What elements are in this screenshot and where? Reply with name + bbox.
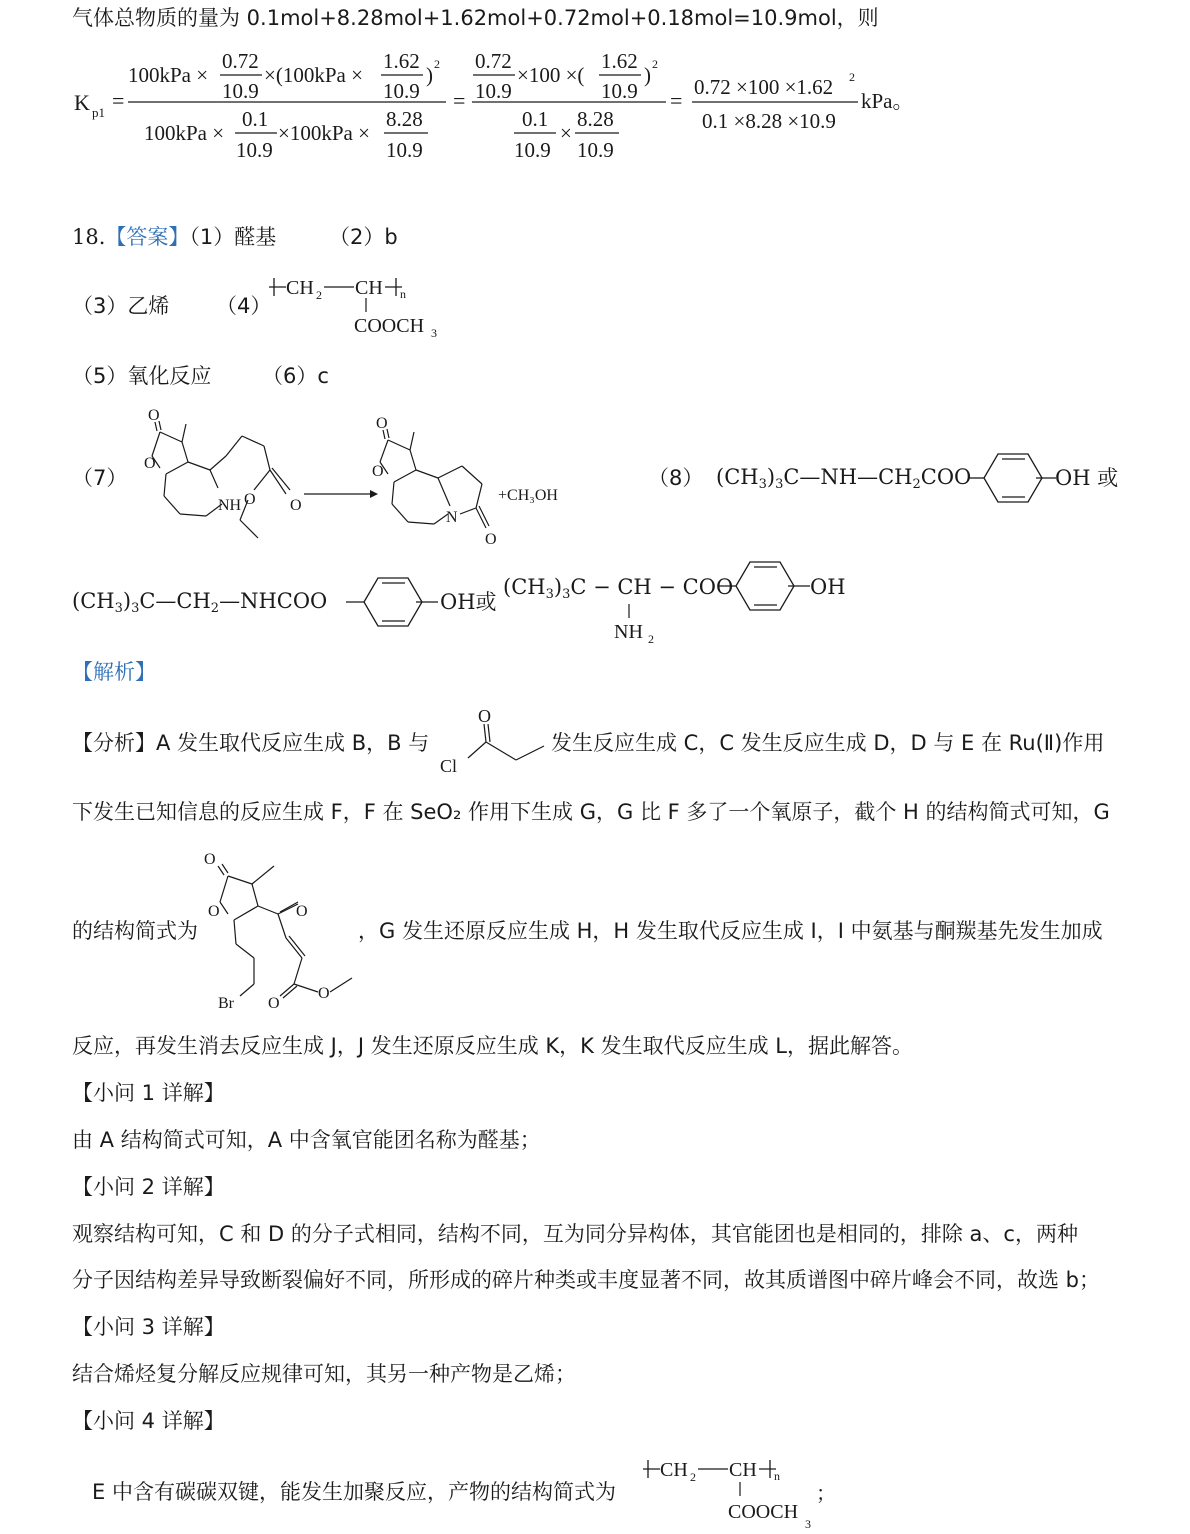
s2-part-a: (CH (72, 589, 115, 613)
poly1-ch2-sub: 2 (316, 288, 322, 302)
g-ketone-o: O (296, 903, 308, 920)
kp-equation (70, 38, 970, 168)
poly2-ch: CH (729, 1459, 757, 1481)
poly2-ester: COOCH (728, 1501, 799, 1523)
poly2-n: n (774, 1469, 780, 1483)
section-4-title: 【小问 4 详解】 (72, 1409, 225, 1433)
product-lactam-o: O (485, 531, 497, 548)
section-2-title: 【小问 2 详解】 (72, 1175, 225, 1199)
f1-num-a: 100kPa × (128, 63, 209, 87)
g-bromine: Br (218, 995, 234, 1012)
s2-part-d: —NHCOO (219, 589, 328, 613)
poly1-n: n (400, 287, 406, 301)
s1-sub3b: 3 (775, 477, 784, 492)
product-carbonyl-o: O (376, 415, 388, 432)
g-ester-o2: O (318, 985, 330, 1002)
s2-part-c: C—CH (139, 589, 211, 613)
s3-part-a: (CH (503, 575, 546, 599)
f2-num-b: ×100 ×( (517, 63, 585, 87)
f2-den-frac2-n: 8.28 (577, 107, 614, 131)
s1-part-b: ) (766, 465, 776, 489)
reactant-nh: NH (218, 497, 242, 514)
acyl-o: O (478, 706, 491, 726)
f1-num-sq: 2 (434, 57, 440, 71)
reactant-ether-o: O (244, 491, 256, 508)
f1-num-c: ) (426, 63, 433, 87)
answer8-structure-1 (716, 460, 971, 494)
poly1-ch: CH (355, 277, 383, 299)
byproduct-methanol: +CH₃OH (498, 487, 558, 504)
s3-part-c: C − CH − COO (570, 575, 734, 599)
f1-den-b: ×100kPa × (278, 121, 370, 145)
f1-num-frac1-n: 0.72 (222, 49, 259, 73)
eq-3: = (670, 88, 683, 113)
kp-symbol: K (74, 90, 90, 115)
section-2-line2: 分子因结构差异导致断裂偏好不同，所形成的碎片种类或丰度显著不同，故其质谱图中碎片峰会不同，故选 b； (72, 1268, 1101, 1292)
compound-g-structure (198, 846, 358, 1014)
f1-num-frac2-n: 1.62 (383, 49, 420, 73)
g-carbonyl-o: O (204, 851, 216, 868)
f1-den-frac2-d: 10.9 (386, 138, 423, 162)
s3-sub3: 3 (545, 587, 554, 602)
s2-part-b: ) (122, 589, 132, 613)
amino-substituent (610, 600, 670, 646)
answer8-oh-3: OH (810, 575, 846, 599)
answer-6: （6）c (262, 364, 329, 388)
f2-den-frac1-n: 0.1 (522, 107, 549, 131)
answer-5: （5）氧化反应 (72, 364, 212, 388)
s1-part-d: COO (920, 465, 972, 489)
answer8-oh-1 (1055, 464, 1118, 492)
s1-sub2: 2 (912, 477, 921, 492)
s3-part-b: ) (553, 575, 563, 599)
kp-equals: = (112, 88, 125, 113)
f2-den-frac2-d: 10.9 (577, 138, 614, 162)
or-2: 或 (475, 590, 497, 614)
oh-2: OH (440, 590, 476, 614)
f2-den-frac1-d: 10.9 (514, 138, 551, 162)
poly1-ester-sub: 3 (431, 326, 437, 340)
f1-den-a: 100kPa × (144, 121, 225, 145)
g-ester-o1: O (268, 995, 280, 1012)
q18-number: 18. (72, 225, 106, 249)
product-ring-o: O (372, 463, 384, 480)
f2-num-c: ) (644, 63, 651, 87)
answer8-oh-2 (440, 588, 497, 616)
f3-num: 0.72 ×100 ×1.62 (694, 75, 834, 99)
f2-num-frac2-n: 1.62 (601, 49, 638, 73)
end-semicolon: ； (816, 1483, 836, 1505)
or-1: 或 (1097, 466, 1119, 490)
benzene-ring-1 (968, 448, 1058, 508)
analysis-line2: 下发生已知信息的反应生成 F，F 在 SeO₂ 作用下生成 G，G 比 F 多了一个氧原子，截个 H 的结构简式可知，G (72, 800, 1110, 824)
poly1-ch2: CH (286, 277, 314, 299)
section-4-line: E 中含有碳碳双键，能发生加聚反应，产物的结构简式为 (92, 1480, 616, 1504)
answer-3: （3）乙烯 (72, 294, 170, 318)
answer8-structure-3 (503, 570, 733, 604)
s2-sub3b: 3 (131, 601, 140, 616)
acyl-chloride-structure (436, 706, 548, 776)
eq-2: = (453, 88, 466, 113)
kp-unit: kPa。 (861, 89, 914, 113)
analysis-heading: 【解析】 (72, 660, 156, 684)
f3-den: 0.1 ×8.28 ×10.9 (702, 109, 836, 133)
s1-part-c: C—NH—CH (783, 465, 913, 489)
polymer-structure-1 (268, 270, 458, 342)
s2-sub3: 3 (114, 601, 123, 616)
section-1-title: 【小问 1 详解】 (72, 1081, 225, 1105)
section-2-line1: 观察结构可知，C 和 D 的分子式相同，结构不同，互为同分异构体，其官能团也是相同的，排除 a、c，两种 (72, 1222, 1078, 1246)
f1-den-frac1-n: 0.1 (242, 107, 269, 131)
nh2-label: NH (614, 621, 643, 643)
oh-1: OH (1055, 466, 1091, 490)
answer8-structure-2 (72, 584, 327, 618)
poly2-ch2-sub: 2 (690, 1470, 696, 1484)
reactant-ring-o: O (144, 455, 156, 472)
acyl-cl: Cl (440, 756, 458, 776)
f3-num-sq: 2 (849, 70, 855, 84)
reaction-7-scheme (130, 400, 590, 550)
product-n: N (446, 509, 458, 526)
f2-num-frac2-d: 10.9 (601, 79, 638, 103)
f2-den-x: × (560, 121, 572, 145)
section-3-title: 【小问 3 详解】 (72, 1315, 225, 1339)
analysis-line3a: 的结构简式为 (72, 919, 198, 943)
f2-num-frac1-d: 10.9 (475, 79, 512, 103)
analysis-line4: 反应，再发生消去反应生成 J，J 发生还原反应生成 K，K 发生取代反应生成 L，据此解答。 (72, 1034, 914, 1058)
polymer-structure-2 (642, 1454, 842, 1532)
poly2-ch2: CH (660, 1459, 688, 1481)
s3-sub3b: 3 (562, 587, 571, 602)
analysis-line1a (72, 729, 429, 757)
q18-line1 (72, 223, 398, 251)
benzene-ring-2 (346, 572, 440, 632)
answer-7: （7） (72, 466, 128, 490)
s1-part-a: (CH (716, 465, 759, 489)
reactant-ester-o: O (290, 497, 302, 514)
analysis-tag: 【分析】 (72, 731, 156, 755)
f1-num-frac1-d: 10.9 (222, 79, 259, 103)
f2-num-frac1-n: 0.72 (475, 49, 512, 73)
s1-sub3: 3 (758, 477, 767, 492)
kp-subscript: p1 (92, 105, 105, 120)
reactant-carbonyl-o: O (148, 407, 160, 424)
s2-sub2: 2 (210, 601, 220, 616)
analysis-line3b: ，G 发生还原反应生成 H，H 发生取代反应生成 I，I 中氨基与酮羰基先发生加成 (358, 919, 1103, 943)
section-3-line: 结合烯烃复分解反应规律可知，其另一种产物是乙烯； (72, 1362, 576, 1386)
answer-4: （4） (216, 294, 272, 318)
analysis-l1a: A 发生取代反应生成 B，B 与 (156, 731, 430, 755)
answer-1: （1）醛基 (189, 225, 277, 249)
total-moles-line: 气体总物质的量为 0.1mol+8.28mol+1.62mol+0.72mol+0.18mol=10.9mol，则 (72, 6, 879, 30)
section-1-line: 由 A 结构简式可知，A 中含氧官能团名称为醛基； (72, 1128, 541, 1152)
g-ring-o: O (208, 903, 220, 920)
answer-2: （2）b (328, 225, 398, 249)
f1-den-frac2-n: 8.28 (386, 107, 423, 131)
answer-8: （8） (648, 466, 704, 490)
nh2-sub: 2 (648, 632, 654, 646)
f1-den-frac1-d: 10.9 (236, 138, 273, 162)
f1-num-frac2-d: 10.9 (383, 79, 420, 103)
f2-num-sq: 2 (652, 57, 658, 71)
f1-num-b: ×(100kPa × (264, 63, 363, 87)
answer-tag: 【答案】 (105, 225, 190, 249)
poly1-ester: COOCH (354, 315, 425, 337)
benzene-ring-3 (718, 556, 812, 616)
analysis-line1b: 发生反应生成 C，C 发生反应生成 D，D 与 E 在 Ru(Ⅱ)作用 (551, 731, 1105, 755)
poly2-ester-sub: 3 (805, 1517, 811, 1531)
